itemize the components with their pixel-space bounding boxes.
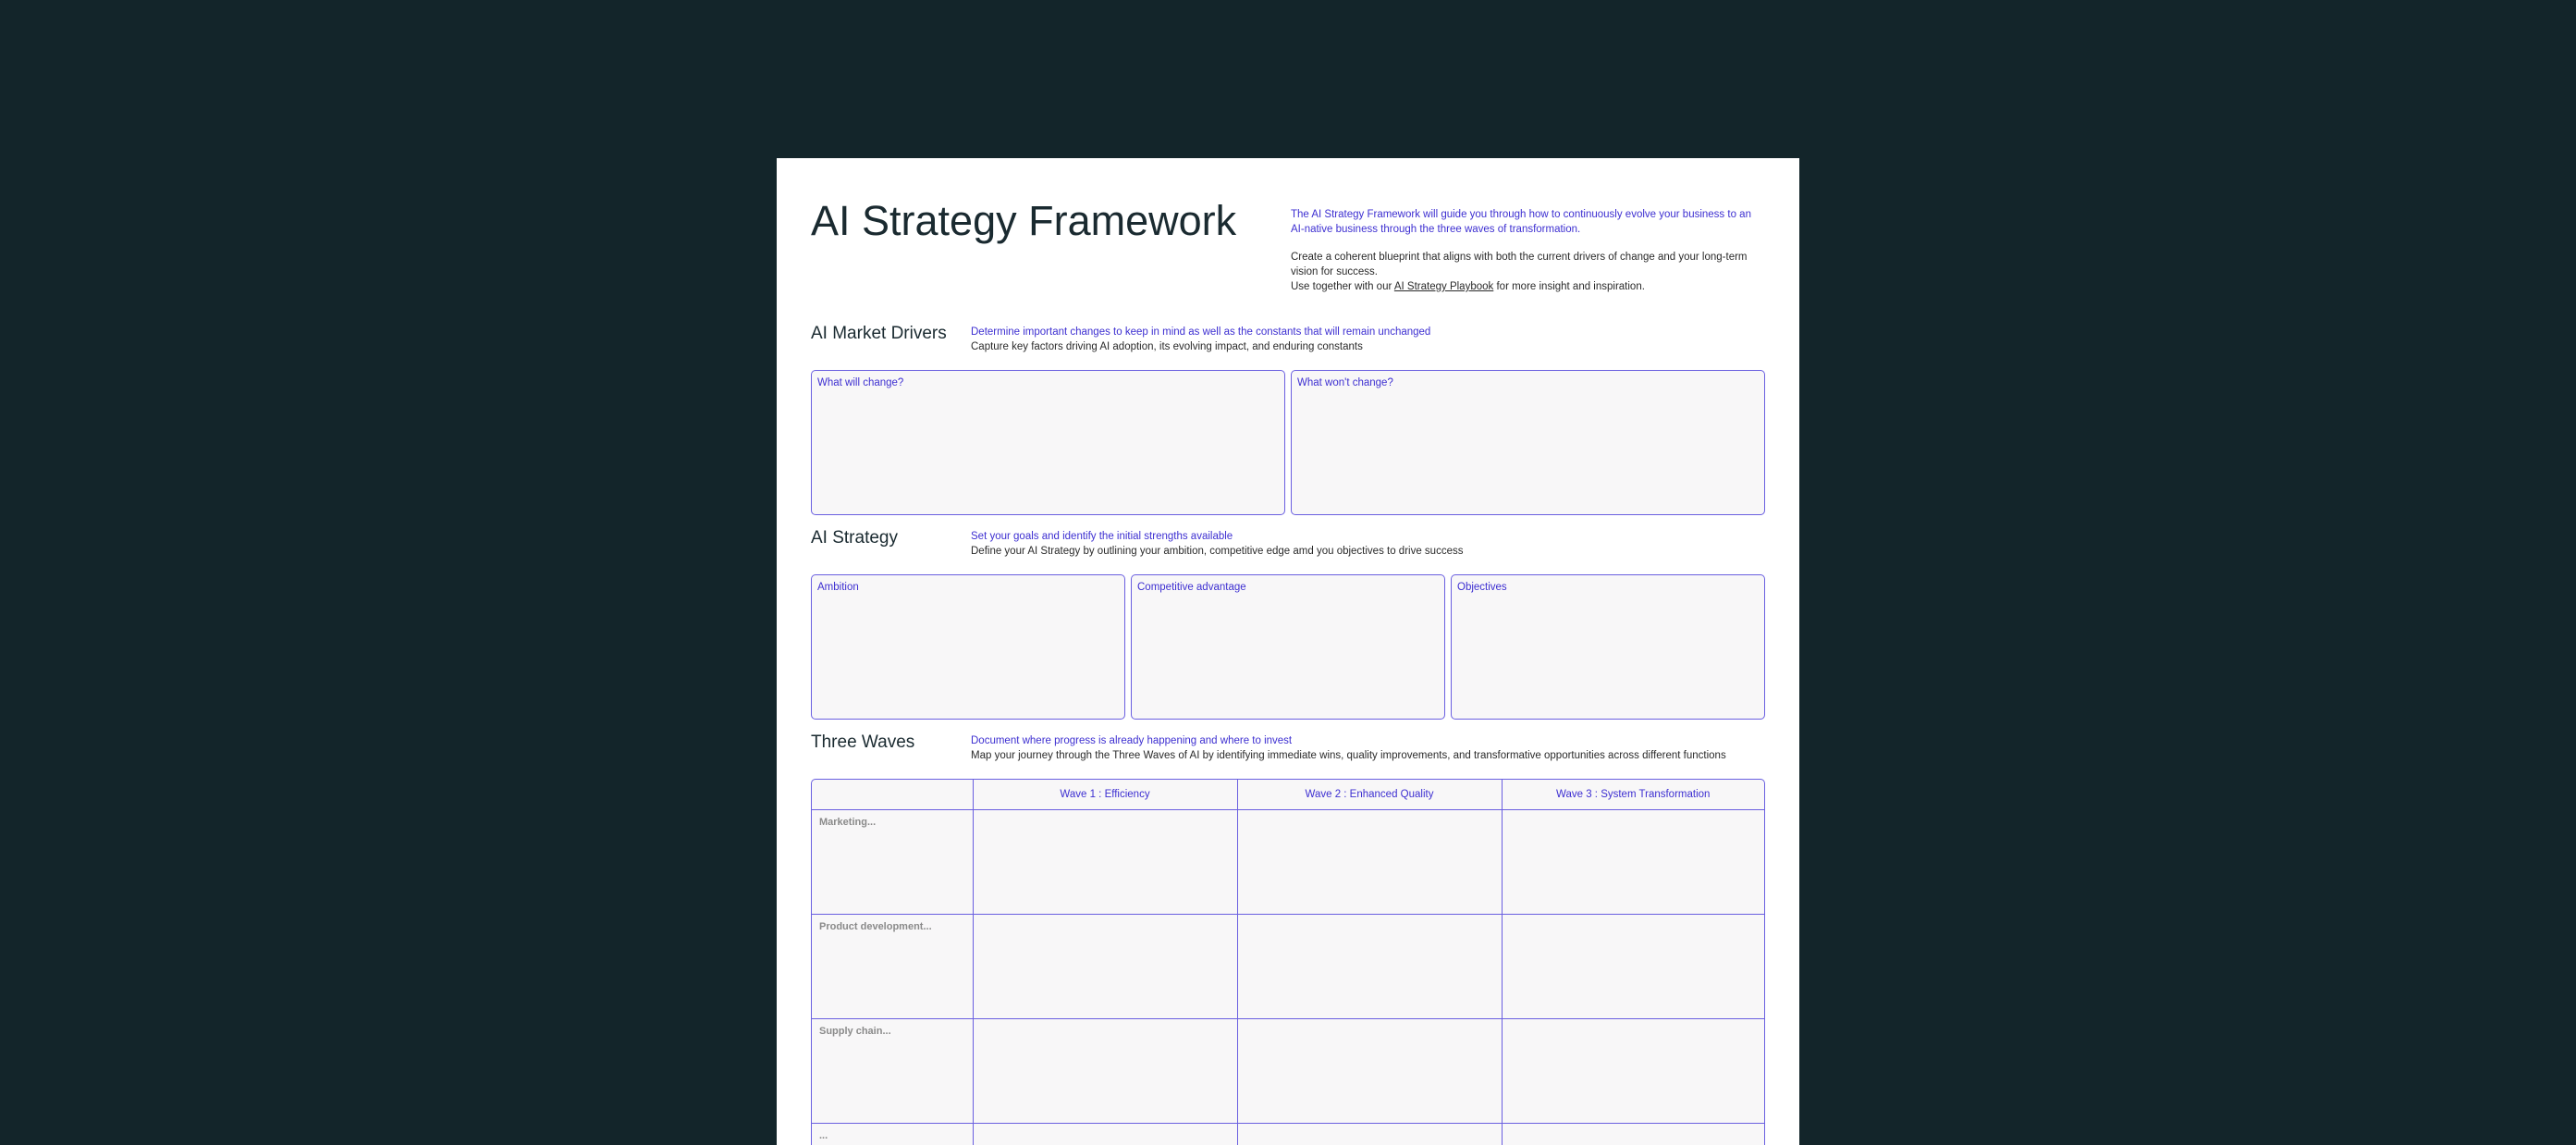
wave-2-header: Wave 2 : Enhanced Quality — [1237, 780, 1502, 809]
waves-header-row — [812, 780, 1764, 809]
grid-cell[interactable] — [973, 1018, 1237, 1123]
intro-accent: The AI Strategy Framework will guide you through how to continuously evolve your business to an AI-native business through the three waves of transformation. — [1291, 209, 1751, 235]
waves-title: Three Waves — [811, 733, 915, 752]
intro-line1: Create a coherent blueprint that aligns with both the current drivers of change and your long-term vision for success. — [1291, 252, 1748, 277]
intro-text — [1291, 207, 1758, 294]
canvas-page — [777, 158, 1799, 1145]
row-label-more[interactable]: ... — [812, 1123, 973, 1145]
waves-accent: Document where progress is already happening and where to invest — [971, 735, 1293, 746]
waves-desc — [971, 733, 1726, 763]
intro-body — [1291, 250, 1758, 294]
row-label-product-development[interactable]: Product development... — [812, 914, 973, 1018]
table-row — [812, 1123, 1764, 1145]
market-drivers-title: AI Market Drivers — [811, 324, 947, 343]
objectives-box[interactable] — [1451, 574, 1765, 720]
waves-table — [812, 780, 1764, 1145]
grid-cell[interactable] — [1502, 1018, 1764, 1123]
grid-cell[interactable] — [1502, 809, 1764, 914]
wave-1-header: Wave 1 : Efficiency — [973, 780, 1237, 809]
market-drivers-accent: Determine important changes to keep in mind as well as the constants that will remain unchanged — [971, 326, 1431, 338]
intro-line2-before: Use together with our — [1291, 281, 1394, 292]
grid-cell[interactable] — [973, 809, 1237, 914]
grid-cell[interactable] — [1502, 1123, 1764, 1145]
grid-cell[interactable] — [1237, 809, 1502, 914]
waves-body: Map your journey through the Three Waves of AI by identifying immediate wins, quality improvements, and transformative opportunities across different functions — [971, 750, 1726, 761]
objectives-label: Objectives — [1457, 582, 1507, 593]
grid-cell[interactable] — [1237, 1123, 1502, 1145]
competitive-advantage-box[interactable] — [1131, 574, 1445, 720]
strategy-accent: Set your goals and identify the initial strengths available — [971, 531, 1233, 542]
playbook-link[interactable]: AI Strategy Playbook — [1393, 281, 1494, 292]
strategy-desc — [971, 529, 1463, 559]
waves-grid — [811, 779, 1765, 1145]
what-will-change-label: What will change? — [817, 377, 904, 388]
intro-line2 — [1291, 279, 1758, 294]
strategy-body: Define your AI Strategy by outlining your ambition, competitive edge amd you objectives to drive success — [971, 546, 1464, 557]
strategy-title: AI Strategy — [811, 528, 898, 548]
page-title: AI Strategy Framework — [811, 197, 1237, 244]
grid-cell[interactable] — [1502, 914, 1764, 1018]
waves-corner-cell — [812, 780, 973, 809]
grid-cell[interactable] — [973, 914, 1237, 1018]
competitive-advantage-label: Competitive advantage — [1137, 582, 1246, 593]
what-wont-change-box[interactable] — [1291, 370, 1765, 515]
what-wont-change-label: What won't change? — [1297, 377, 1393, 388]
ambition-box[interactable] — [811, 574, 1125, 720]
wave-3-header: Wave 3 : System Transformation — [1502, 780, 1764, 809]
grid-cell[interactable] — [1237, 914, 1502, 1018]
table-row — [812, 809, 1764, 914]
table-row — [812, 1018, 1764, 1123]
grid-cell[interactable] — [973, 1123, 1237, 1145]
market-drivers-desc — [971, 325, 1430, 354]
row-label-marketing[interactable]: Marketing... — [812, 809, 973, 914]
grid-cell[interactable] — [1237, 1018, 1502, 1123]
what-will-change-box[interactable] — [811, 370, 1285, 515]
market-drivers-body: Capture key factors driving AI adoption, its evolving impact, and enduring constants — [971, 341, 1363, 352]
row-label-supply-chain[interactable]: Supply chain... — [812, 1018, 973, 1123]
table-row — [812, 914, 1764, 1018]
intro-line2-after: for more insight and inspiration. — [1493, 281, 1645, 292]
ambition-label: Ambition — [817, 582, 859, 593]
